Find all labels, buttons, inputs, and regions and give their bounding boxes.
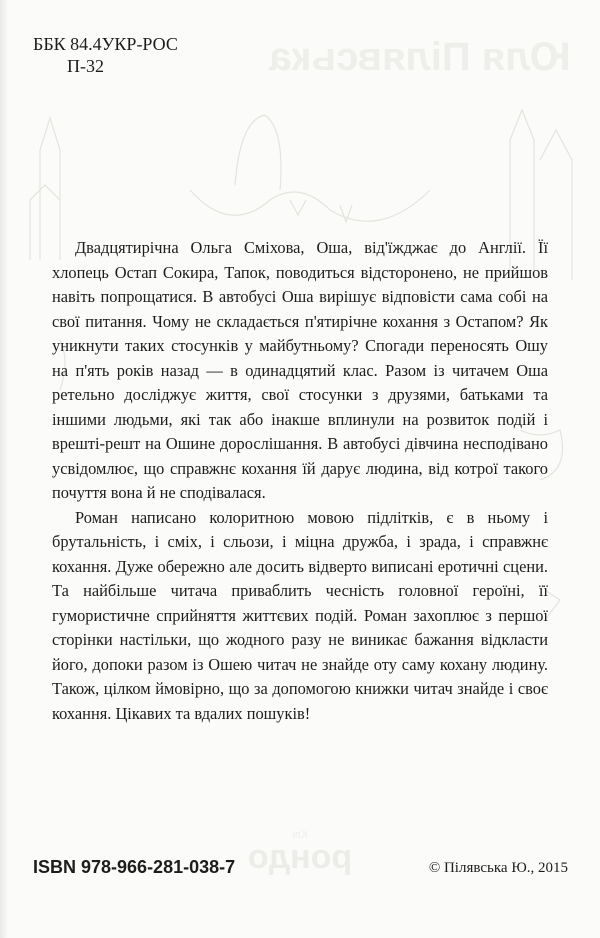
annotation-text — [52, 236, 548, 726]
isbn: ISBN 978-966-281-038-7 — [33, 857, 236, 877]
annotation-paragraph: Роман написано колоритною мовою підлітків, є в ньому і брутальність, і сміх, і сльози, і міцна дружба, і зрада, і справжнє кохання. Дуже обережно але досить відверто виписані еротичні сцени. Та найбільше читача приваблить чесність головної героїні, її гумористичне сприйняття життєвих подій. Роман захоплює з першої сторінки настільки, що жодного разу не виникає бажання відкласти його, допоки разом із Ошею читач не знайде оту саму кохану людину. Також, цілком ймовірно, що за допомогою книжки читач знайде і своє кохання. Цікавих та вдалих пошуків! — [52, 507, 548, 723]
annotation-paragraph: Двадцятирічна Ольга Сміхова, Оша, від'їжджає до Англії. Її хлопець Остап Сокира, Тапок, поводиться відсторонено, не прийшов навіть попрощатися. В автобусі Оша вирішує відповісти сама собі на свої питання. Чому не складається п'ятирічне кохання з Остапом? Як уникнути таких стосунків у майбутньому? Спогади переносять Ошу на п'ять років назад — в одинадцятий клас. Разом із читачем Оша ретельно досліджує життя, свої стосунки з друзями, батьками та іншими людьми, які так або інакше вплинули на розвиток подій і врешті-решт на Ошине дорослішання. В автобусі дівчина несподівано усвідомлює, що справжнє кохання їй дарує людина, від котрої такого почуття вона й не сподівалася. — [52, 238, 548, 502]
publisher-small-show-through: Клі — [292, 829, 308, 841]
bbk-code: ББК 84.4УКР-РОС — [33, 34, 178, 54]
copyright: © Пілявська Ю., 2015 — [428, 860, 568, 876]
page-edge-shadow — [0, 0, 8, 938]
publisher-show-through: рондо — [247, 838, 353, 876]
classification-block — [33, 33, 178, 77]
author-sign-code: П-32 — [67, 56, 104, 76]
author-show-through: Юля Пілявська — [269, 35, 571, 79]
